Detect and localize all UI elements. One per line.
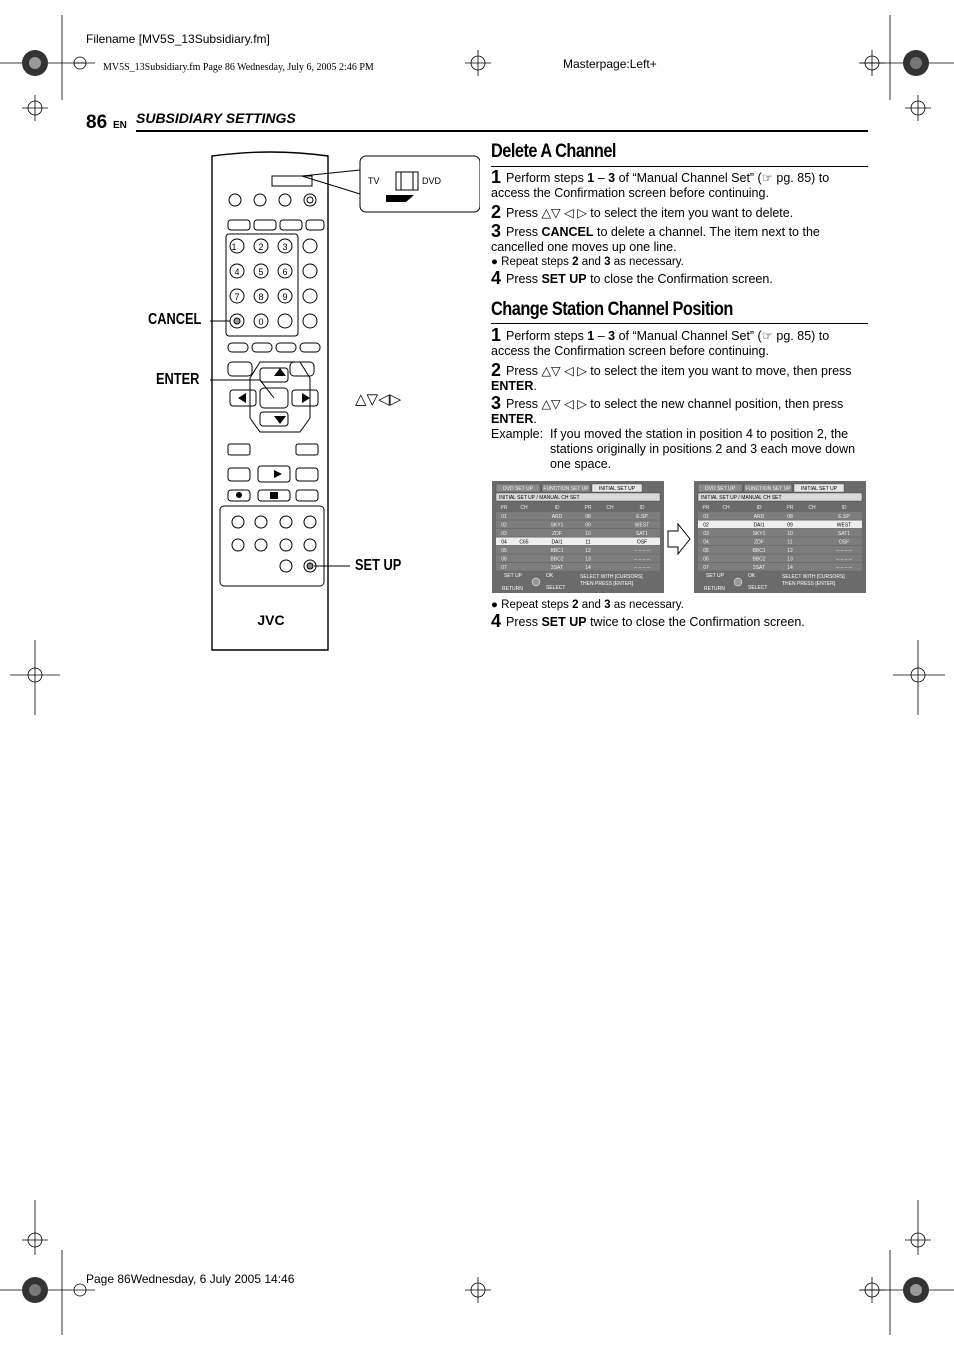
screen-col-header: PR — [584, 505, 592, 511]
delete-step-4: 4 Press SET UP to close the Confirmation screen. — [491, 268, 773, 288]
screen-tab: INITIAL SET UP — [800, 486, 838, 493]
screen-col-header: ID — [756, 505, 762, 511]
screen-footer-r2: THEN PRESS [ENTER] — [782, 581, 836, 587]
screen-footer-ok: OK — [748, 573, 756, 579]
screen-footer-setup: SET UP — [504, 573, 522, 579]
screen-cell: BBC1 — [752, 547, 766, 554]
footer-text: Page 86Wednesday, 6 July 2005 14:46 — [86, 1272, 295, 1286]
screen-cell: 05 — [703, 547, 709, 554]
screen-cell: OSF — [838, 539, 850, 546]
remote-label-enter: ENTER — [156, 371, 200, 388]
delete-step-3: 3 Press CANCEL to delete a channel. The item next to the cancelled one moves up one line. — [491, 221, 820, 254]
screen-cell: ZDF — [754, 539, 764, 546]
screen-title: INITIAL SET UP / MANUAL CH SET — [499, 495, 580, 501]
screen-cell: WEST — [634, 522, 650, 529]
screen-cell: OSF — [636, 539, 648, 546]
channel-screens-illustration — [492, 481, 868, 593]
screen-cell: 09 — [787, 522, 793, 529]
numpad-3: 3 — [282, 242, 288, 252]
screen-cell: 12 — [585, 547, 591, 554]
screen-cell: – – – – — [634, 547, 650, 554]
screen-footer-setup: SET UP — [706, 573, 724, 579]
remote-control-illustration — [210, 150, 480, 660]
screen-cell: ARD — [753, 513, 765, 520]
screen-cell: BBC1 — [550, 547, 564, 554]
screen-tab: DVD SET UP — [503, 486, 533, 493]
example-text: If you moved the station in position 4 to position 2, the stations originally in positions 2 and 3 each move down one space. — [550, 427, 856, 471]
screen-cell: DAI1 — [753, 522, 765, 529]
page-lang: EN — [113, 120, 127, 131]
screen-footer-select: SELECT — [748, 585, 768, 591]
numpad-4: 4 — [234, 267, 240, 277]
delete-step-1: 1 Perform steps 1 – 3 of “Manual Channel Set” (☞ pg. 85) to access the Confirmation screen before continuing. — [491, 167, 830, 200]
screen-cell: 03 — [703, 530, 709, 537]
screen-cell: SAT1 — [837, 530, 851, 537]
screen-footer-r2: THEN PRESS [ENTER] — [580, 581, 634, 587]
screen-cell: 04 — [703, 539, 709, 546]
header-file-info: MV5S_13Subsidiary.fm Page 86 Wednesday, July 6, 2005 2:46 PM — [103, 62, 374, 73]
screen-cell: SAT1 — [635, 530, 649, 537]
screen-cell: C65 — [519, 539, 529, 546]
section-title: SUBSIDIARY SETTINGS — [136, 110, 296, 126]
screen-col-header: CH — [606, 505, 614, 511]
change-rule — [491, 323, 868, 324]
screen-col-header: CH — [722, 505, 730, 511]
screen-cursor-icon — [532, 578, 540, 586]
screen-cell: E.SP — [636, 513, 648, 520]
screen-cell: 14 — [787, 564, 793, 571]
screen-cell: 12 — [787, 547, 793, 554]
screen-cell: 14 — [585, 564, 591, 571]
screen-col-header: CH — [520, 505, 528, 511]
screen-title: INITIAL SET UP / MANUAL CH SET — [701, 495, 782, 501]
screen-col-header: PR — [702, 505, 710, 511]
page-number: 86 — [86, 112, 108, 133]
numpad-6: 6 — [282, 267, 288, 277]
screen-cell: 13 — [585, 556, 591, 563]
screen-col-header: ID — [554, 505, 560, 511]
screen-cell: E.SP — [838, 513, 850, 520]
screen-cell: WEST — [836, 522, 852, 529]
screen-cell: – – – – — [634, 564, 650, 571]
change-heading: Change Station Channel Position — [491, 299, 733, 320]
screen-cell: 08 — [585, 513, 591, 520]
screen-before — [492, 481, 664, 593]
screen-tab: FUNCTION SET UP — [745, 486, 791, 493]
screen-tab: DVD SET UP — [705, 486, 735, 493]
screen-cell: 04 — [501, 539, 507, 546]
switch-tv-label: TV — [368, 176, 380, 186]
screen-footer-ok: OK — [546, 573, 554, 579]
remote-label-setup: SET UP — [355, 557, 402, 574]
numpad-9: 9 — [282, 292, 288, 302]
delete-bullet: ● Repeat steps 2 and 3 as necessary. — [491, 256, 684, 268]
screen-col-header: ID — [639, 505, 645, 511]
screen-cell: 06 — [501, 556, 507, 563]
arrow-right-icon — [668, 524, 690, 554]
delete-rule — [491, 166, 868, 167]
screen-cell: 10 — [585, 530, 591, 537]
header-filename: Filename [MV5S_13Subsidiary.fm] — [86, 32, 270, 46]
screen-cell: ARD — [551, 513, 563, 520]
header-rule — [136, 130, 868, 132]
screen-cell: 01 — [703, 513, 709, 520]
change-step-3: 3 Press △▽ ◁ ▷ to select the new channel position, then press ENTER. — [491, 393, 844, 426]
jvc-logo: JVC — [257, 612, 285, 628]
screen-cell: 01 — [501, 513, 507, 520]
screen-cell: 08 — [787, 513, 793, 520]
example-label: Example: — [491, 427, 544, 441]
switch-dvd-label: DVD — [422, 176, 442, 186]
screen-cell: 07 — [703, 564, 709, 571]
screen-cell: BBC2 — [752, 556, 766, 563]
screen-cell: 03 — [501, 530, 507, 537]
screen-footer-select: SELECT — [546, 585, 566, 591]
screen-cell: 02 — [703, 522, 709, 529]
screen-cell: 07 — [501, 564, 507, 571]
screen-cell: 11 — [787, 539, 793, 546]
screen-cell: 3SAT — [550, 564, 564, 571]
screen-tab: INITIAL SET UP — [598, 486, 636, 493]
change-step-4: 4 Press SET UP twice to close the Confirmation screen. — [491, 611, 805, 631]
change-step-1: 1 Perform steps 1 – 3 of “Manual Channel Set” (☞ pg. 85) to access the Confirmation screen before continuing. — [491, 325, 830, 358]
numpad-2: 2 — [258, 242, 264, 252]
screen-after — [694, 481, 866, 593]
screen-cell: 02 — [501, 522, 507, 529]
remote-label-arrows: △▽◁▷ — [355, 391, 402, 408]
numpad-5: 5 — [258, 267, 264, 277]
numpad-7: 7 — [234, 292, 240, 302]
delete-heading: Delete A Channel — [491, 141, 616, 162]
screen-cell: 05 — [501, 547, 507, 554]
screen-tab: FUNCTION SET UP — [543, 486, 589, 493]
screen-footer-r1: SELECT WITH [CURSORS] — [782, 574, 845, 580]
screen-cell: – – – – — [836, 564, 852, 571]
screen-cell: SKY1 — [752, 530, 766, 537]
screen-cell: 06 — [703, 556, 709, 563]
header-masterpage: Masterpage:Left+ — [563, 57, 657, 71]
screen-footer-return: RETURN — [704, 586, 725, 592]
screen-col-header: PR — [786, 505, 794, 511]
screen-footer-return: RETURN — [502, 586, 523, 592]
remote-label-cancel: CANCEL — [148, 311, 202, 328]
screen-cell: 10 — [787, 530, 793, 537]
screen-cursor-icon — [734, 578, 742, 586]
screen-cell: ZDF — [552, 530, 562, 537]
screen-col-header: CH — [808, 505, 816, 511]
numpad-8: 8 — [258, 292, 264, 302]
screen-cell: SKY1 — [550, 522, 564, 529]
screen-cell: 11 — [585, 539, 591, 546]
screen-cell: BBC2 — [550, 556, 564, 563]
delete-step-2: 2 Press △▽ ◁ ▷ to select the item you want to delete. — [491, 202, 794, 222]
screen-cell: – – – – — [634, 556, 650, 563]
screen-cell: 13 — [787, 556, 793, 563]
screen-cell: DAI1 — [551, 539, 563, 546]
screen-col-header: ID — [841, 505, 847, 511]
screen-cell: 3SAT — [752, 564, 766, 571]
screen-cell: – – – – — [836, 547, 852, 554]
change-step-2: 2 Press △▽ ◁ ▷ to select the item you want to move, then press ENTER. — [491, 360, 852, 393]
screen-cell: 09 — [585, 522, 591, 529]
screen-cell: – – – – — [836, 556, 852, 563]
numpad-0: 0 — [258, 317, 264, 327]
screen-col-header: PR — [500, 505, 508, 511]
change-bullet: ● Repeat steps 2 and 3 as necessary. — [491, 599, 684, 611]
numpad-1: 1 — [231, 242, 237, 252]
screen-footer-r1: SELECT WITH [CURSORS] — [580, 574, 643, 580]
